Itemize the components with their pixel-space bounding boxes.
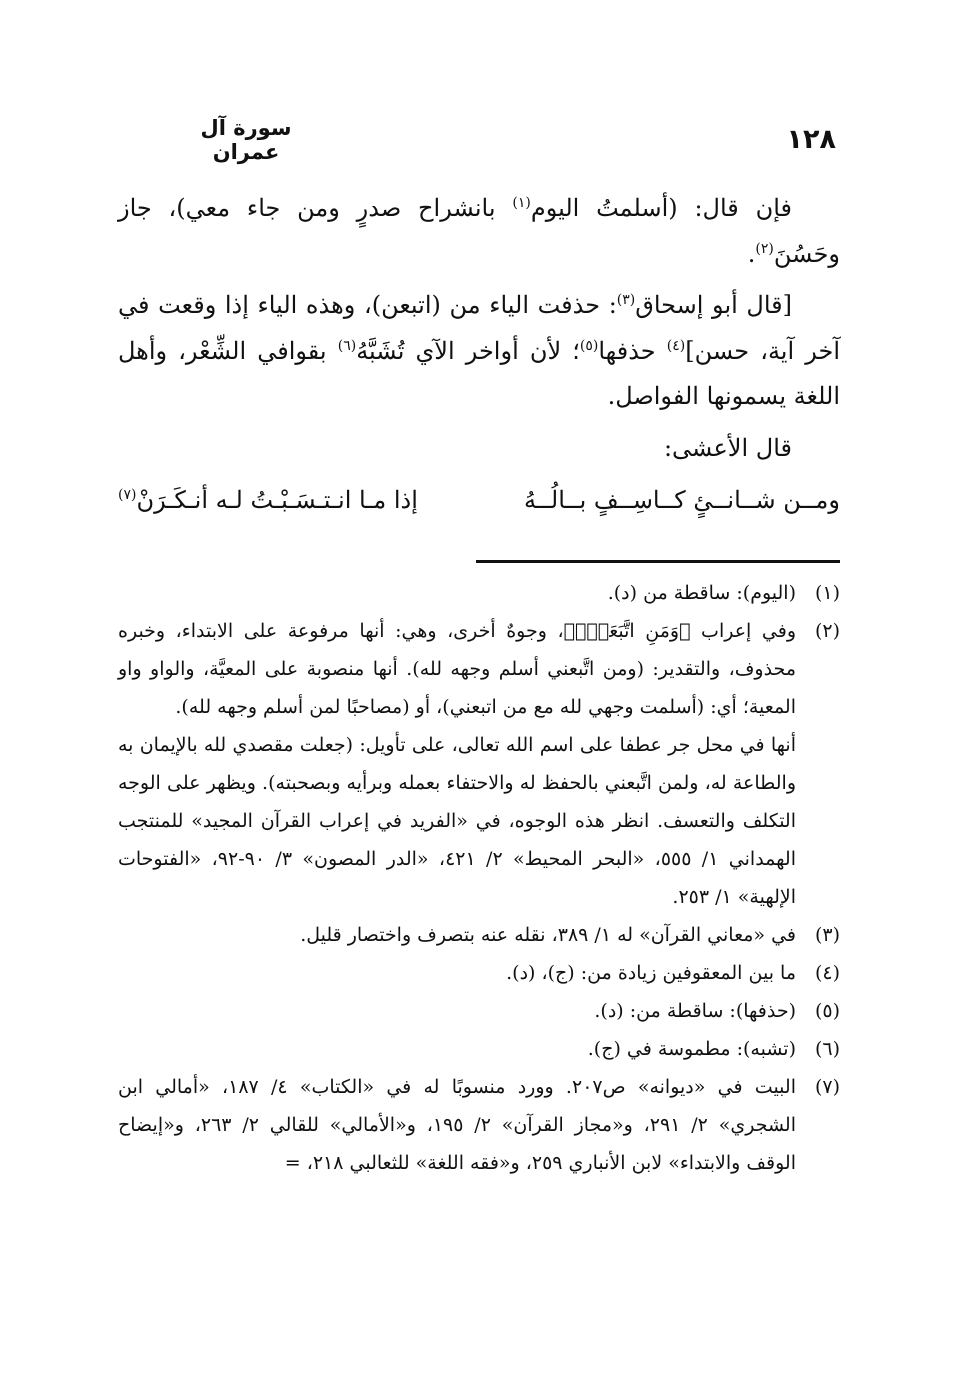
footnote-number: (٣) (814, 924, 840, 946)
page-number: ١٢٨ (786, 124, 836, 155)
footnote-number: (١) (814, 582, 840, 604)
footnote-number: (٧) (814, 1076, 840, 1098)
footnote-ref-1: (١) (512, 195, 531, 211)
footnote-5 (118, 992, 840, 1030)
footnote-separator (476, 560, 840, 563)
footnotes (118, 574, 840, 1182)
paragraph-text: ؛ لأن أواخر الآي تُشَبَّهُ (356, 336, 580, 365)
paragraph-text: : حذفت الياء من (اتبعن)، وهذه الياء إذا وقعت في آخر آية، حسن] (118, 291, 841, 365)
footnote-number: (٥) (814, 1000, 840, 1022)
footnote-number: (٤) (814, 962, 840, 984)
footnote-ref-4: (٤) (666, 337, 686, 354)
paragraph-text: بانشراح صدرٍ ومن جاء معي)، جاز وحَسُنَ (118, 194, 840, 268)
footnote-ref-5: (٥) (579, 337, 599, 354)
paragraph-text: . (747, 239, 756, 268)
paragraph-2 (118, 283, 840, 420)
main-text (118, 186, 840, 523)
footnote-text: وفي إعراب ﴿وَمَنِ اتَّبَعَنِۗ﴾، وجوهٌ أخرى، وهي: أنها مرفوعة على الابتداء، وخبره محذوف، والتقدير: (ومن اتَّبعني أسلم وجهه لله). أنها منصوبة على المعيَّة، والواو واو المعية؛ أي: (أسلمت وجهي لله مع من اتبعني)، أو (مصاحبًا لمن أسلم وجهه لله). (118, 620, 796, 718)
paragraph-text: فإن قال: (أسلمتُ اليوم (530, 194, 792, 222)
verse-second-hemistich (118, 478, 418, 524)
verse-first-hemistich: ومــن شــانــئٍ كــاسِــفٍ بــالُــهُ (523, 485, 840, 514)
footnote-text: (حذفها): ساقطة من: (د). (594, 1000, 796, 1022)
footnote-text: ما بين المعقوفين زيادة من: (ج)، (د). (506, 962, 796, 984)
paragraph-text: بقوافي الشِّعْر، وأهل اللغة يسمونها الفواصل. (118, 336, 840, 411)
footnote-7 (118, 1068, 840, 1182)
footnote-number: (٢) (814, 620, 840, 642)
footnote-ref-3: (٣) (616, 292, 636, 309)
footnote-1 (118, 574, 840, 612)
footnote-ref-2: (٢) (755, 240, 774, 257)
footnote-ref-6: (٦) (337, 337, 357, 354)
paragraph-1 (118, 186, 840, 277)
footnote-3 (118, 916, 840, 954)
paragraph-text: [قال أبو إسحاق (635, 291, 792, 320)
footnote-2 (118, 612, 840, 726)
footnote-ref-7: (٧) (118, 486, 137, 503)
footnote-text: في «معاني القرآن» له ١/ ٣٨٩، نقله عنه بتصرف واختصار قليل. (300, 924, 796, 946)
footnote-6 (118, 1030, 840, 1068)
poetry-verse (118, 478, 840, 524)
footnote-text: (تشبه): مطموسة في (ج). (587, 1038, 796, 1060)
verse-second-hemistich-text: إذا مـا انـتـسَـبْـتُ لـه أنـكَـرَنْ (136, 485, 418, 514)
footnote-text: البيت في «ديوانه» ص٢٠٧. وورد منسوبًا له في «الكتاب» ٤/ ١٨٧، «أمالي ابن الشجري» ٢/ ٢٩١، و«مجاز القرآن» ٢/ ١٩٥، و«الأمالي» للقالي ٢/ ٢٦٣، و«إيضاح الوقف والابتداء» لابن الأنباري ٢٥٩، و«فقه اللغة» للثعالبي ٢١٨، = (118, 1076, 796, 1174)
paragraph-3: قال الأعشى: (663, 433, 792, 462)
footnote-number: (٦) (814, 1038, 840, 1060)
footnote-text: (اليوم): ساقطة من (د). (607, 582, 796, 604)
running-header-surah-title: سورة آل عمران (200, 116, 292, 164)
footnote-2-continuation: أنها في محل جر عطفا على اسم الله تعالى، على تأويل: (جعلت مقصدي لله بالإيمان به والطاعة له، ولمن اتَّبعني بالحفظ له والاحتفاء بعمله وبرأيه وبصحبته). ويظهر على الوجه التكلف والتعسف. انظر هذه الوجوه، في «الفريد في إعراب القرآن المجيد» للمنتجب الهمداني ١/ ٥٥٥، «البحر المحيط» ٢/ ٤٢١، «الدر المصون» ٣/ ٩٠-٩٢، «الفتوحات الإلهية» ١/ ٢٥٣. (118, 734, 796, 908)
footnote-4 (118, 954, 840, 992)
paragraph-text: حذفها (598, 336, 667, 365)
